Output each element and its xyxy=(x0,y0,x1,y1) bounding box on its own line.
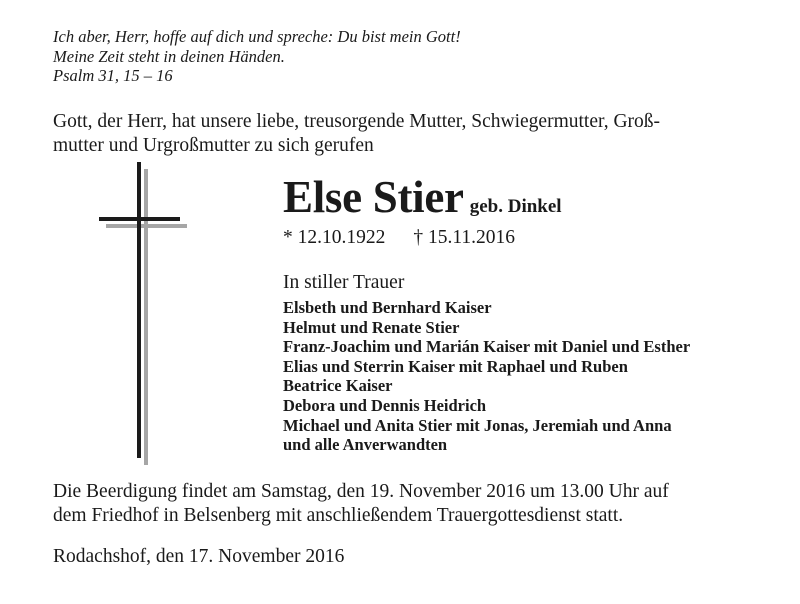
mourners-heading: In stiller Trauer xyxy=(283,272,405,293)
list-item: Beatrice Kaiser xyxy=(283,376,393,396)
verse-reference: Psalm 31, 15 – 16 xyxy=(53,66,173,85)
funeral-info xyxy=(53,480,669,528)
birth-date: * 12.10.1922 xyxy=(283,227,386,248)
deceased-name xyxy=(283,171,562,223)
list-item: Elsbeth und Bernhard Kaiser xyxy=(283,298,492,317)
list-item: Elias und Sterrin Kaiser mit Raphael und Ruben xyxy=(283,356,628,376)
funeral-line: dem Friedhof in Belsenberg mit anschließendem Trauergottesdienst statt. xyxy=(53,505,624,526)
funeral-line: Die Beerdigung findet am Samstag, den 19. November 2016 um 13.00 Uhr auf xyxy=(53,481,669,502)
intro-line: mutter und Urgroßmutter zu sich gerufen xyxy=(53,135,374,156)
verse-line: Meine Zeit steht in deinen Händen. xyxy=(53,46,285,66)
list-item: Franz-Joachim und Marián Kaiser mit Daniel und Esther xyxy=(283,337,691,357)
intro-text xyxy=(53,110,660,158)
list-item: Debora und Dennis Heidrich xyxy=(283,395,487,415)
intro-line: Gott, der Herr, hat unsere liebe, treusorgende Mutter, Schwiegermutter, Groß- xyxy=(53,111,661,132)
list-item: Michael und Anita Stier mit Jonas, Jeremiah und Anna xyxy=(283,415,672,435)
birth-name: geb. Dinkel xyxy=(469,196,562,217)
mourners-list xyxy=(283,298,690,455)
list-item: und alle Anverwandten xyxy=(283,435,448,455)
bible-verse xyxy=(53,27,461,86)
place-date: Rodachshof, den 17. November 2016 xyxy=(53,546,345,567)
verse-line: Ich aber, Herr, hoffe auf dich und spreche: Du bist mein Gott! xyxy=(53,27,461,46)
list-item: Helmut und Renate Stier xyxy=(283,317,460,337)
name: Else Stier xyxy=(283,172,464,222)
life-dates xyxy=(283,227,515,249)
death-date: † 15.11.2016 xyxy=(413,227,516,248)
